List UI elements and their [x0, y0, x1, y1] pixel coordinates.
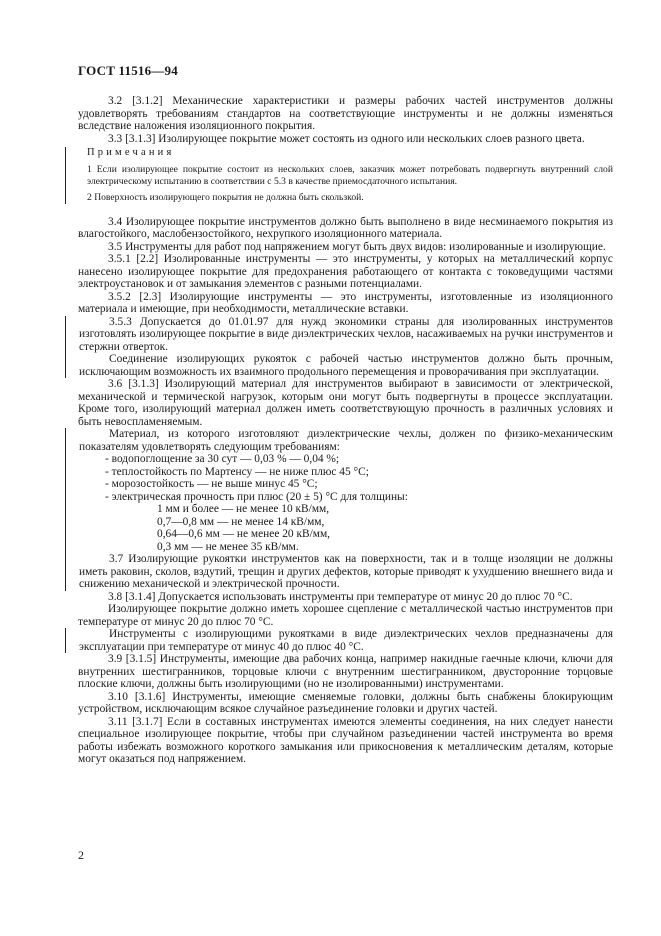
notes-title: Примечания	[87, 147, 175, 158]
thickness-item: 0,64—0,6 мм — не менее 20 кВ/мм,	[157, 528, 331, 540]
requirement-item: - электрическая прочность при плюс (20 ± 5) °С для толщины:	[105, 490, 408, 503]
clause-3-4: 3.4 Изолирующее покрытие инструментов должно быть выполнено в виде несминаемого покрытия из влагостойкого, маслобензостойкого, нехрупкого изоляционного материала.	[78, 215, 613, 240]
document-header: ГОСТ 11516—94	[78, 63, 178, 78]
clause-3-2: 3.2 [3.1.2] Механические характеристики и размеры рабочих частей инструментов должны удовлетворять требованиям стандартов на соответствующие инструменты и не должны изменяться вследствие наложения изоляционного покрытия.	[78, 95, 613, 132]
clause-3-5: 3.5 Инструменты для работ под напряжением могут быть двух видов: изолированные и изолирующие.	[108, 240, 606, 253]
clause-3-11: 3.11 [3.1.7] Если в составных инструментах имеются элементы соединения, на них следует нанести специальное изолирующее покрытие, чтобы при случайном разъединении частей инструмента во время работы избежать возможного короткого замыкания или прикосновения к металлическим деталям, которые могут оказаться под напряжением.	[78, 715, 613, 765]
clause-3-9: 3.9 [3.1.5] Инструменты, имеющие два рабочих конца, например накидные гаечные ключи, ключи для внутренних шестигранников, торцовые ключи с внутренним шестигранником, двусторонние торцовые плоские ключи, должны быть изолирующими (но не изолированными) инструментами.	[78, 653, 613, 690]
thickness-item: 0,3 мм — не менее 35 кВ/мм.	[157, 540, 299, 553]
revision-bar-covers	[65, 628, 613, 653]
thickness-item: 0,7—0,8 мм — не менее 14 кВ/мм,	[157, 515, 325, 528]
requirements-list	[105, 453, 613, 503]
note-item-2: 2 Поверхность изолирующего покрытия не должна быть скользкой.	[87, 191, 364, 203]
document-body	[78, 95, 613, 766]
thickness-item: 1 мм и более — не менее 10 кВ/мм,	[157, 503, 330, 515]
clause-3-5-1: 3.5.1 [2.2] Изолированные инструменты — это инструменты, у которых на металлический корпус нанесено изолирующее покрытие для предохранения работающего от контакта с токоведущими частями электроустановок и от замыкания элементов с разными потенциалами.	[78, 253, 613, 290]
covers-paragraph: Инструменты с изолирующими рукоятками в виде диэлектрических чехлов предназначены для эксплуатации при температуре от минус 40 до плюс 40 °С.	[79, 628, 613, 653]
requirement-item: - водопоглощение за 30 сут — 0,03 % — 0,04 %;	[105, 453, 340, 465]
clause-3-5-2: 3.5.2 [2.3] Изолирующие инструменты — это инструменты, изготовленные из изоляционного материала и имеющие, при необходимости, металлические вставки.	[78, 290, 613, 315]
revision-bar-material	[65, 428, 613, 591]
requirement-item: - теплостойкость по Мартенсу — не ниже плюс 45 °С;	[105, 465, 369, 478]
clause-3-8: 3.8 [3.1.4] Допускается использовать инструменты при температуре от минус 20 до плюс 70 °С.	[108, 590, 573, 603]
material-paragraph: Материал, из которого изготовляют диэлектрические чехлы, должен по физико-механическим показателям удовлетворять следующим требованиям:	[79, 428, 613, 453]
thickness-list	[157, 503, 613, 553]
clause-3-5-3: 3.5.3 Допускается до 01.01.97 для нужд экономики страны для изолированных инструментов изготовлять изолирующее покрытие в виде диэлектрических чехлов, насаживаемых на ручки инструментов и стержни отверток.	[79, 315, 613, 353]
clause-3-3: 3.3 [3.1.3] Изолирующее покрытие может состоять из одного или нескольких слоев разного цвета.	[108, 132, 585, 145]
note-item-1: 1 Если изолирующее покрытие состоит из нескольких слоев, заказчик может потребовать подвергнуть внутренний слой электрическому испытанию в соответствии с 5.3 в качестве приемосдаточного испытания.	[87, 163, 613, 187]
coating-paragraph: Изолирующее покрытие должно иметь хорошее сцепление с металлической частью инструментов при температуре от минус 20 до плюс 70 °С.	[78, 603, 613, 628]
clause-3-6: 3.6 [3.1.3] Изолирующий материал для инструментов выбирают в зависимости от электрической, механической и термической нагрузок, которым они могут быть подвергнуты в процессе эксплуатации. Кроме того, изолирующий материал должен иметь соответствующую прочность в различных условиях и быть невоспламеняемым.	[78, 378, 613, 428]
clause-3-7: 3.7 Изолирующие рукоятки инструментов как на поверхности, так и в толще изоляции не должны иметь раковин, сколов, вздутий, трещин и других дефектов, которые приводят к ухудшению внешнего вида и снижению механической и электрической прочности.	[79, 553, 613, 590]
notes-block	[65, 147, 613, 204]
page-number: 2	[78, 848, 84, 862]
handles-paragraph: Соединение изолирующих рукояток с рабочей частью инструментов должно быть прочным, исключающим возможность их взаимного продольного перемещения и проворачивания при эксплуатации.	[79, 353, 613, 378]
clause-3-10: 3.10 [3.1.6] Инструменты, имеющие сменяемые головки, должны быть снабжены блокирующим устройством, исключающим всякое случайное разъединение головки и других частей.	[78, 690, 613, 715]
revision-bar-3-5-3	[65, 316, 613, 379]
requirement-item: - морозостойкость — не выше минус 45 °С;	[105, 478, 318, 490]
